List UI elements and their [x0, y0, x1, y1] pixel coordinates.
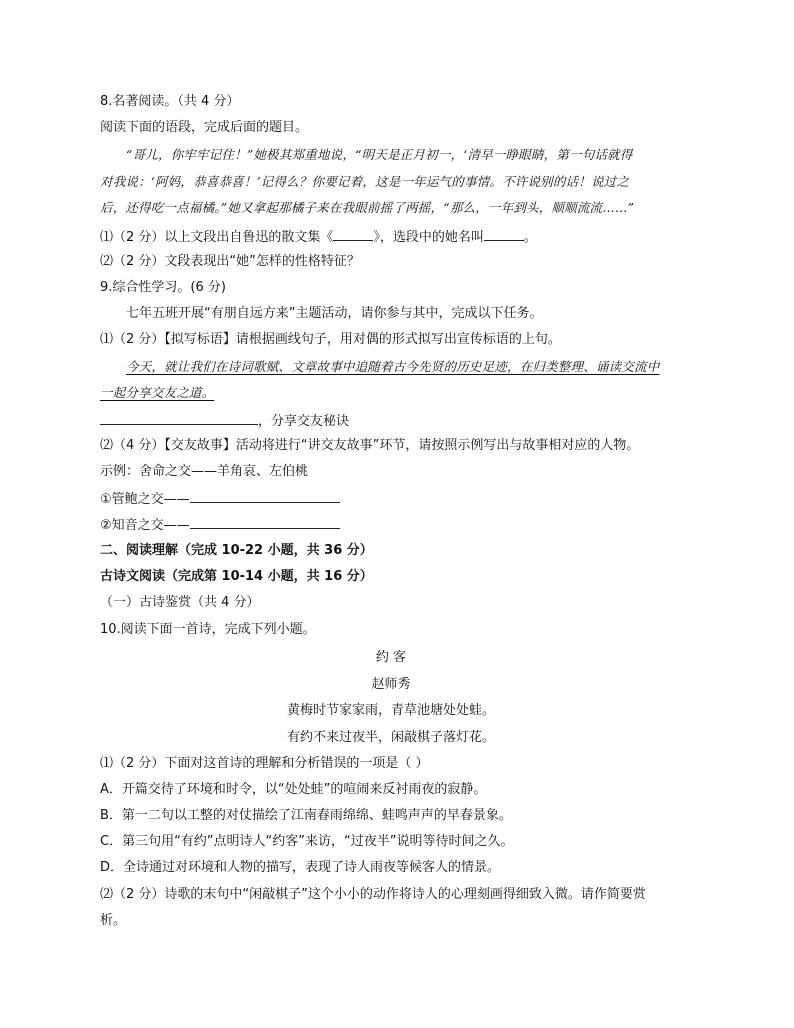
- q10-option-b[interactable]: B．第一二句以工整的对仗描绘了江南春雨绵绵、蛙鸣声声的早春景象。: [100, 808, 512, 823]
- q10-sub2-line-1: ⑵（2 分）诗歌的末句中“闲敲棋子”这个小小的动作将诗人的心理刻画得细致入微。请作简要赏: [100, 887, 646, 902]
- q8-passage-line-3: 后，还得吃一点福橘。”她又拿起那橘子来在我眼前摇了两摇，“那么，一年到头，顺顺流流……”: [100, 200, 635, 215]
- q8-sub1: [100, 227, 682, 247]
- q9-title: 9.综合性学习。(6 分): [100, 280, 226, 295]
- q8-sub2: ⑵（2 分）文段表现出“她”怎样的性格特征？: [100, 254, 360, 269]
- poem-title: 约 客: [375, 650, 407, 665]
- section2-subheading: 古诗文阅读（完成第 10-14 小题，共 16 分）: [100, 569, 373, 584]
- q10-sub2-line-2: 析。: [100, 913, 127, 928]
- q8-title: 8.名著阅读。（共 4 分）: [100, 94, 240, 109]
- q8-instruction: 阅读下面的语段，完成后面的题目。: [100, 120, 309, 135]
- poem-line-2: 有约不来过夜半，闲敲棋子落灯花。: [286, 730, 495, 745]
- q8-passage-line-1: “哥儿，你牢牢记住！”她极其郑重地说，“明天是正月初一，‘清早一睁眼睛，第一句话就得: [126, 147, 633, 162]
- q10-option-c[interactable]: C．第三句用“有约”点明诗人“约客”来访，“过夜半”说明等待时间之久。: [100, 834, 514, 849]
- q9-item-2-label: ②知音之交——: [100, 518, 190, 533]
- q10-title: 10.阅读下面一首诗，完成下列小题。: [100, 622, 316, 637]
- q9-example: 示例：舍命之交——羊角哀、左伯桃: [100, 464, 309, 479]
- q8-blank-book[interactable]: [333, 227, 373, 241]
- underlined-sentence-end: 一起分享交友之道。: [100, 385, 215, 400]
- q8-passage-line-2: 对我说：‘阿妈，恭喜恭喜！’记得么？你要记着，这是一年运气的事情。不许说别的话！说过之: [100, 174, 630, 189]
- q9-sub2: ⑵（4 分）【交友故事】活动将进行“讲交友故事”环节，请按照示例写出与故事相对应的人物。: [100, 438, 640, 453]
- q9-blank-item-1[interactable]: [190, 489, 340, 503]
- q8-blank-name[interactable]: [484, 227, 524, 241]
- q10-sub1: ⑴（2 分）下面对这首诗的理解和分析错误的一项是（ ）: [100, 756, 429, 771]
- q8-sub1-prefix: ⑴（2 分）以上文段出自鲁迅的散文集《: [100, 230, 334, 245]
- q9-underlined-line-1: [100, 358, 682, 376]
- section2-part: （一）古诗鉴赏（共 4 分）: [100, 595, 260, 610]
- q9-blank-item-2[interactable]: [190, 515, 340, 529]
- underlined-sentence: 今天，就让我们在诗词歌赋、文章故事中追随着古今先贤的历史足迹，在归类整理、诵读交流中: [126, 359, 660, 374]
- section2-heading: 二、阅读理解（完成 10-22 小题，共 36 分）: [100, 543, 373, 558]
- q8-sub1-end: 。: [523, 230, 537, 245]
- q10-option-a[interactable]: A．开篇交待了环境和时令，以“处处蛙”的喧闹来反衬雨夜的寂静。: [100, 782, 487, 797]
- q10-option-d[interactable]: D．全诗通过对环境和人物的描写，表现了诗人雨夜等候客人的情景。: [100, 860, 501, 875]
- q9-slogan-suffix: ，分享交友秘诀: [258, 414, 350, 429]
- poem-author: 赵师秀: [371, 677, 411, 692]
- q9-sub1: ⑴（2 分）【拟写标语】请根据画线句子，用对偶的形式拟写出宣传标语的上句。: [100, 332, 561, 347]
- q9-intro: 七年五班开展“有朋自远方来”主题活动，请你参与其中，完成以下任务。: [126, 306, 543, 321]
- q8-sub1-mid: 》，选段中的她名叫: [373, 230, 484, 245]
- q9-slogan-line: [100, 411, 682, 431]
- q9-blank-slogan[interactable]: [100, 411, 258, 425]
- q9-item-1-label: ①管鲍之交——: [100, 492, 190, 507]
- q9-underlined-line-2: [100, 384, 682, 402]
- q9-item-1: [100, 489, 682, 509]
- poem-line-1: 黄梅时节家家雨，青草池塘处处蛙。: [286, 703, 495, 718]
- q9-item-2: [100, 515, 682, 535]
